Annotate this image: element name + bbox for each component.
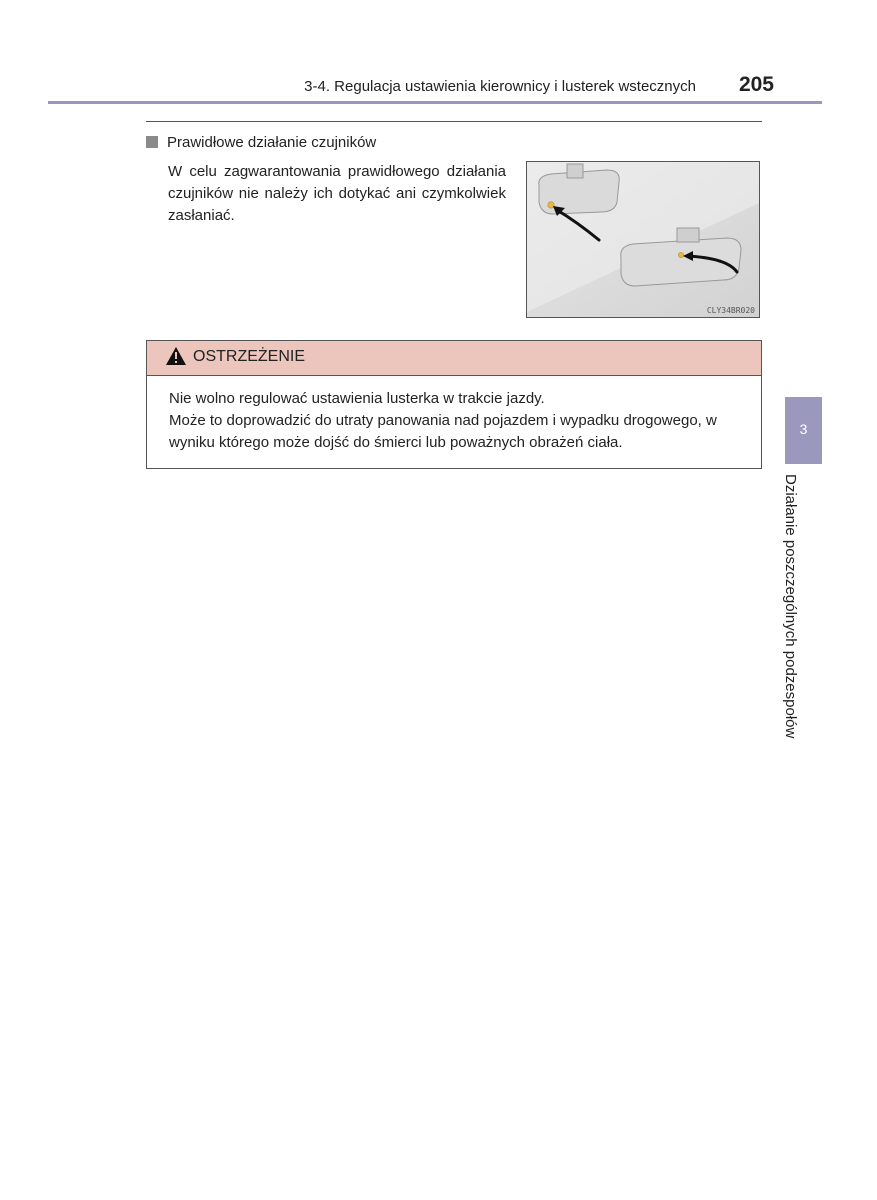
page-number: 205 bbox=[738, 73, 774, 96]
mirror-sensor-illustration bbox=[526, 161, 760, 318]
warning-triangle-icon bbox=[165, 346, 187, 366]
warning-header bbox=[147, 341, 761, 376]
chapter-tab bbox=[785, 397, 822, 464]
rear-sensor-dot bbox=[548, 202, 554, 208]
mirror-sensor-drawing bbox=[527, 162, 760, 318]
section-bullet-icon bbox=[146, 136, 158, 148]
warning-title: OSTRZEŻENIE bbox=[193, 348, 306, 365]
front-sensor-dot bbox=[678, 252, 683, 257]
figure-code: CLY34BR020 bbox=[706, 306, 755, 315]
section-divider bbox=[146, 121, 762, 122]
warning-body bbox=[169, 388, 749, 454]
header-title: 3-4. Regulacja ustawienia kierownicy i lusterek wstecznych bbox=[304, 78, 696, 95]
section-heading: Prawidłowe działanie czujników bbox=[167, 134, 377, 151]
header-divider bbox=[48, 101, 822, 104]
chapter-number: 3 bbox=[799, 421, 808, 437]
warning-line-1: Nie wolno regulować ustawienia lusterka w trakcie jazdy. bbox=[169, 390, 545, 407]
section-body: W celu zagwarantowania prawidłowego działania czujników nie należy ich dotykać ani czymkolwiek zasłaniać. bbox=[168, 163, 506, 224]
warning-line-2: Może to doprowadzić do utraty panowania nad pojazdem i wypadku drogowego, w wyniku którego może dojść do śmierci lub poważnych obrażeń ciała. bbox=[169, 412, 717, 451]
chapter-label: Działanie poszczególnych podzespołów bbox=[782, 474, 799, 739]
warning-box bbox=[146, 340, 762, 469]
